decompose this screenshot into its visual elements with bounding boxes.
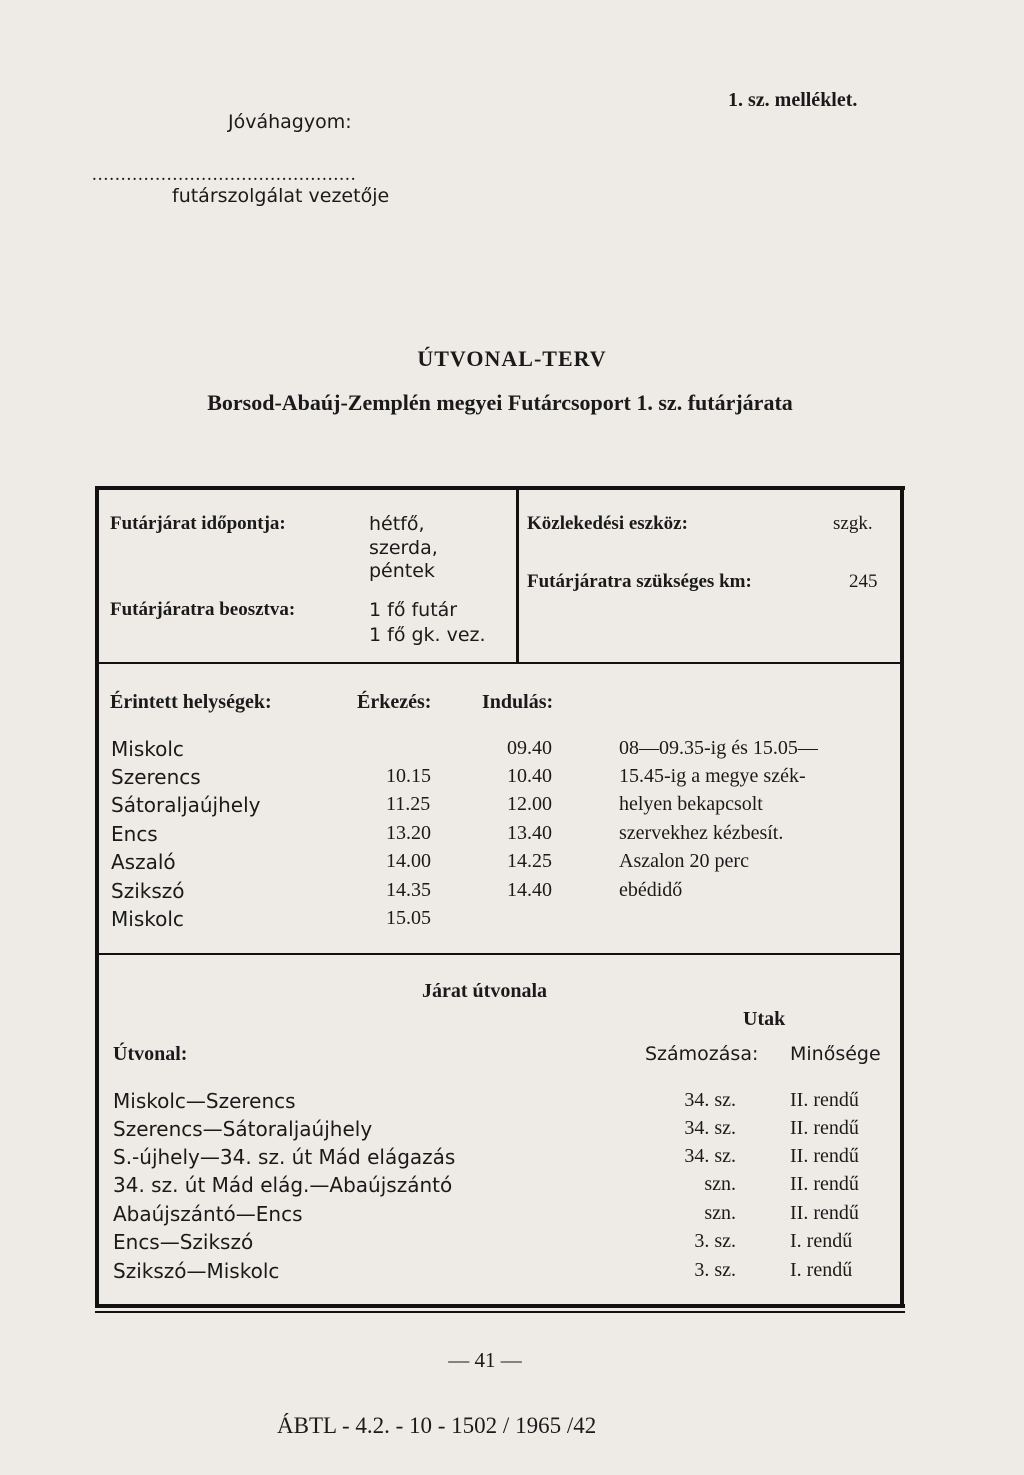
- stop-arrival: 14.00: [386, 850, 431, 872]
- stop-place: Szikszó: [111, 879, 185, 903]
- route-segment: 34. sz. út Mád elág.—Abaújszántó: [113, 1173, 453, 1197]
- stop-arrival: 10.15: [386, 765, 431, 787]
- stop-departure: 14.25: [507, 850, 552, 872]
- stop-departure: 13.40: [507, 822, 552, 844]
- stop-arrival: 14.35: [386, 879, 431, 901]
- route-road-quality: II. rendű: [790, 1089, 859, 1111]
- stop-departure: 14.40: [507, 879, 552, 901]
- annex-label: 1. sz. melléklet.: [728, 89, 858, 111]
- stop-arrival: 11.25: [386, 793, 431, 815]
- day-2: szerda,: [369, 537, 438, 559]
- day-3: péntek: [369, 560, 435, 582]
- route-segment: Miskolc—Szerencs: [113, 1089, 296, 1113]
- number-label: Számozása:: [645, 1043, 759, 1065]
- stop-place: Sátoraljaújhely: [111, 793, 261, 817]
- route-road-quality: II. rendű: [790, 1145, 859, 1167]
- stop-departure: 10.40: [507, 765, 552, 787]
- route-road-number: 34. sz.: [684, 1145, 736, 1167]
- staff-2: 1 fő gk. vez.: [369, 624, 486, 646]
- signature-line: ..............................................: [92, 164, 357, 185]
- schedule-divider: [516, 490, 519, 662]
- stop-note: Aszalon 20 perc: [619, 850, 749, 872]
- staff-1: 1 fő futár: [369, 599, 458, 621]
- km-label: Futárjáratra szükséges km:: [527, 571, 752, 592]
- route-road-quality: II. rendű: [790, 1117, 859, 1139]
- route-road-number: 3. sz.: [694, 1259, 736, 1281]
- route-road-number: 3. sz.: [694, 1230, 736, 1252]
- page-number: — 41 —: [448, 1348, 522, 1372]
- route-road-quality: II. rendű: [790, 1173, 859, 1195]
- route-road-number: 34. sz.: [684, 1117, 736, 1139]
- route-title: Járat útvonala: [422, 980, 547, 1002]
- page-title: ÚTVONAL-TERV: [417, 346, 607, 371]
- stop-note: helyen bekapcsolt: [619, 793, 763, 815]
- table-left-border: [95, 486, 99, 1308]
- route-segment: Abaújszántó—Encs: [113, 1202, 303, 1226]
- stops-bottom-rule: [99, 953, 900, 955]
- stop-place: Miskolc: [111, 737, 184, 761]
- route-segment: Szikszó—Miskolc: [113, 1259, 280, 1283]
- stop-arrival: 13.20: [386, 822, 431, 844]
- stops-header-departure: Indulás:: [482, 691, 554, 713]
- route-segment: Encs—Szikszó: [113, 1230, 254, 1254]
- vehicle-label: Közlekedési eszköz:: [527, 513, 688, 534]
- stops-header-arrival: Érkezés:: [357, 691, 432, 713]
- stop-place: Encs: [111, 822, 158, 846]
- route-road-quality: I. rendű: [790, 1259, 853, 1281]
- stops-header-place: Érintett helységek:: [110, 691, 272, 713]
- stop-note: ebédidő: [619, 879, 683, 901]
- km-value: 245: [849, 571, 878, 592]
- day-1: hétfő,: [369, 513, 425, 535]
- staff-label: Futárjáratra beosztva:: [110, 599, 296, 620]
- route-road-quality: I. rendű: [790, 1230, 853, 1252]
- stop-place: Aszaló: [111, 850, 176, 874]
- route-road-number: szn.: [704, 1202, 736, 1224]
- page-subtitle: Borsod-Abaúj-Zemplén megyei Futárcsoport 1. sz. futárjárata: [207, 390, 793, 415]
- table-right-border: [900, 486, 904, 1308]
- route-road-number: 34. sz.: [684, 1089, 736, 1111]
- route-segment: S.-újhely—34. sz. út Mád elágazás: [113, 1145, 456, 1169]
- route-road-number: szn.: [704, 1173, 736, 1195]
- stop-place: Szerencs: [111, 765, 201, 789]
- stop-arrival: 15.05: [386, 907, 431, 929]
- stop-note: 08—09.35-ig és 15.05—: [619, 737, 818, 759]
- time-label: Futárjárat időpontja:: [110, 513, 286, 534]
- stop-note: szervekhez kézbesít.: [619, 822, 784, 844]
- route-segment: Szerencs—Sátoraljaújhely: [113, 1117, 373, 1141]
- route-road-quality: II. rendű: [790, 1202, 859, 1224]
- roads-label: Utak: [743, 1008, 786, 1030]
- stop-place: Miskolc: [111, 907, 184, 931]
- approve-label: Jóváhagyom:: [228, 111, 352, 133]
- quality-label: Minősége: [790, 1043, 881, 1065]
- stop-departure: 12.00: [507, 793, 552, 815]
- archive-reference: ÁBTL - 4.2. - 10 - 1502 / 1965 /42: [277, 1413, 597, 1438]
- route-label: Útvonal:: [113, 1043, 188, 1065]
- stop-note: 15.45-ig a megye szék-: [619, 765, 806, 787]
- table-top-border: [95, 486, 905, 490]
- table-bottom-double: [95, 1311, 905, 1313]
- schedule-bottom-rule: [99, 662, 900, 664]
- table-bottom-border: [95, 1304, 905, 1308]
- vehicle-value: szgk.: [833, 513, 873, 534]
- signature-label: futárszolgálat vezetője: [172, 185, 390, 207]
- stop-departure: 09.40: [507, 737, 552, 759]
